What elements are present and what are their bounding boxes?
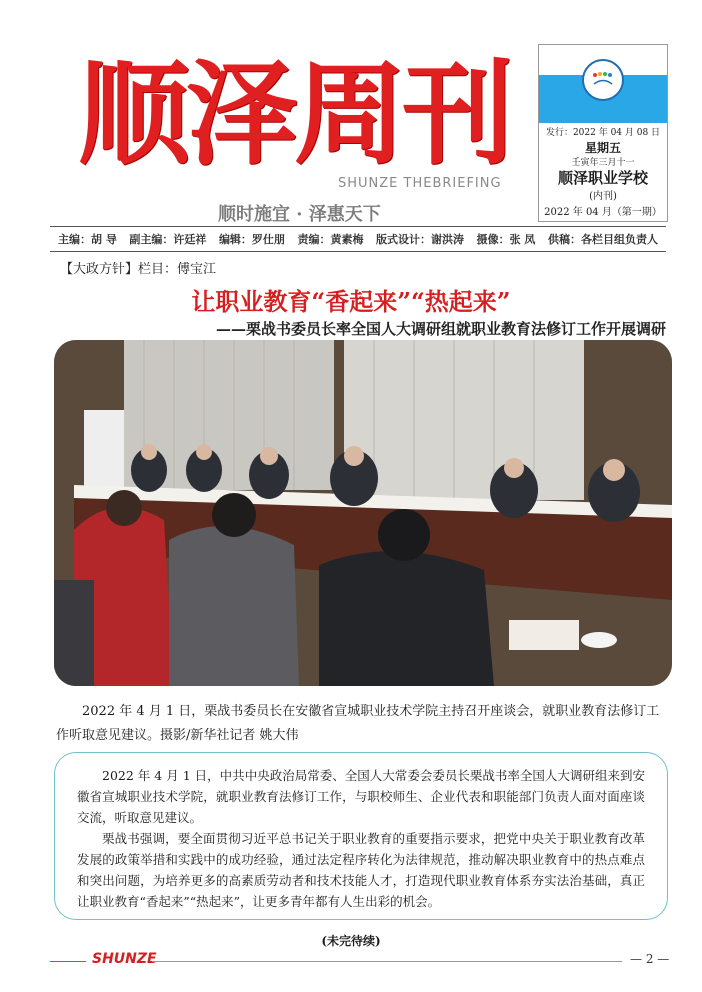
- editorial-credits: [50, 226, 666, 252]
- article-summary-box: [54, 752, 668, 920]
- issue-info-box: [538, 44, 668, 222]
- credit-deputy-editor: 副主编：许廷祥: [129, 233, 207, 246]
- issue-period: 2022 年 04 月（第一期）: [544, 207, 662, 218]
- school-logo-icon: [582, 59, 624, 101]
- school-name: 顺泽职业学校: [557, 169, 648, 187]
- meeting-photo-illustration: [54, 340, 672, 686]
- column-tag: 【大政方针】栏目：傅宝江: [60, 262, 217, 277]
- credit-photography: 摄像：张 凤: [476, 233, 536, 246]
- issue-weekday: 星期五: [584, 141, 621, 155]
- to-be-continued: (未完待续): [321, 934, 381, 948]
- article-subheadline: ——栗战书委员长率全国人大调研组就职业教育法修订工作开展调研: [215, 320, 666, 338]
- footer-brand: SHUNZE: [92, 951, 157, 967]
- masthead-slogan: 顺时施宜 · 泽惠天下: [218, 204, 381, 225]
- footer-rule-left: [50, 961, 86, 962]
- lunar-date: 壬寅年三月十一: [571, 158, 635, 168]
- credit-contributors: 供稿：各栏目组负责人: [547, 233, 658, 246]
- page-number: — 2 —: [630, 952, 670, 966]
- issue-date: 发行：2022 年 04 月 08 日: [545, 128, 661, 138]
- credit-layout-design: 版式设计：谢洪涛: [376, 233, 465, 246]
- article-headline: 让职业教育“香起来”“热起来”: [191, 287, 511, 316]
- article-paragraph: 2022 年 4 月 1 日，中共中央政治局常委、全国人大常委会委员长栗战书率全国人大调研组来到安徽省宣城职业技术学院，就职业教育法修订工作，与职校师生、企业代表和职能部门负责人面对面座谈交流，听取意见建议。: [77, 768, 645, 825]
- footer-rule-right: [152, 961, 622, 962]
- internal-label: (内刊): [589, 191, 617, 202]
- masthead-english: SHUNZE THEBRIEFING: [338, 176, 502, 191]
- meeting-photo: [54, 340, 672, 686]
- credit-chief-editor: 主编：胡 导: [58, 233, 117, 246]
- photo-caption: 2022 年 4 月 1 日，栗战书委员长在安徽省宣城职业技术学院主持召开座谈会，就职业教育法修订工作听取意见建议。摄影/新华社记者 姚大伟: [56, 704, 660, 743]
- masthead-title: 顺泽周刊: [78, 49, 510, 180]
- credit-managing-editor: 责编：黄素梅: [297, 233, 364, 246]
- credit-editor: 编辑：罗仕朋: [218, 233, 285, 246]
- logo-figures-icon: [592, 71, 614, 85]
- article-paragraph: 栗战书强调，要全面贯彻习近平总书记关于职业教育的重要指示要求，把党中央关于职业教育改革发展的政策举措和实践中的成功经验，通过法定程序转化为法律规范，推动解决职业教育中的热点难点和突出问题，为培养更多的高素质劳动者和技术技能人才，打造现代职业教育体系夯实法治基础，真正让职业教育“香起来”“热起来”，让更多青年都有人生出彩的机会。: [77, 831, 645, 909]
